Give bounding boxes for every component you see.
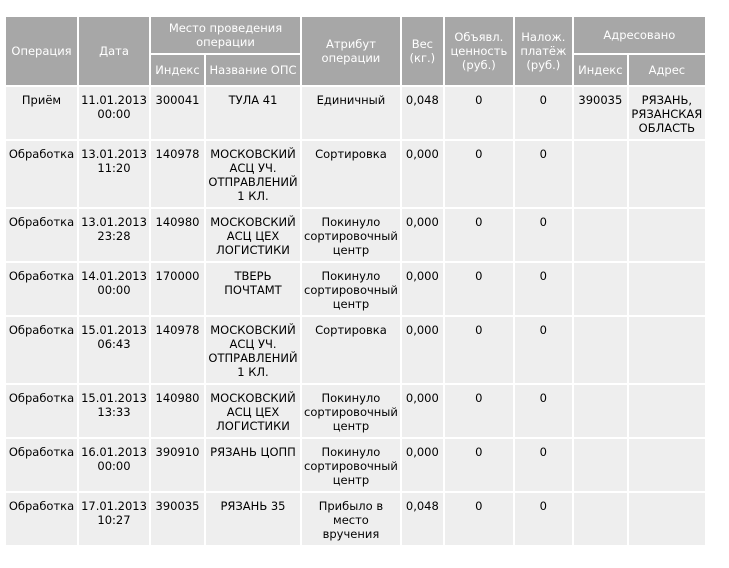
cell-attribute: Покинуло сортировочный центр xyxy=(302,209,400,261)
table-row xyxy=(6,263,705,315)
cell-addr-address xyxy=(629,317,705,383)
table-row xyxy=(6,493,705,545)
cell-operation: Обработка xyxy=(6,141,77,207)
cell-value: 0 xyxy=(445,87,513,139)
cell-date: 17.01.2013 10:27 xyxy=(79,493,149,545)
cell-addr-address xyxy=(629,439,705,491)
table-row xyxy=(6,141,705,207)
cell-value: 0 xyxy=(445,263,513,315)
cell-addr-index: 390035 xyxy=(574,87,627,139)
table-row xyxy=(6,87,705,139)
cell-index: 170000 xyxy=(151,263,204,315)
cell-operation: Обработка xyxy=(6,493,77,545)
header-place: Место проведения операции xyxy=(151,17,300,53)
header-addr-address: Адрес xyxy=(629,55,705,85)
cell-cod: 0 xyxy=(515,317,572,383)
cell-value: 0 xyxy=(445,141,513,207)
header-operation: Операция xyxy=(6,17,77,85)
cell-index: 140980 xyxy=(151,385,204,437)
cell-weight: 0,048 xyxy=(402,493,443,545)
cell-index: 140978 xyxy=(151,141,204,207)
cell-addr-address xyxy=(629,385,705,437)
cell-date: 13.01.2013 11:20 xyxy=(79,141,149,207)
cell-date: 15.01.2013 13:33 xyxy=(79,385,149,437)
cell-operation: Приём xyxy=(6,87,77,139)
cell-weight: 0,000 xyxy=(402,209,443,261)
cell-index: 140978 xyxy=(151,317,204,383)
cell-office: МОСКОВСКИЙ АСЦ ЦЕХ ЛОГИСТИКИ xyxy=(206,385,300,437)
cell-operation: Обработка xyxy=(6,209,77,261)
cell-weight: 0,000 xyxy=(402,141,443,207)
cell-date: 16.01.2013 00:00 xyxy=(79,439,149,491)
cell-weight: 0,048 xyxy=(402,87,443,139)
header-weight: Вес (кг.) xyxy=(402,17,443,85)
cell-operation: Обработка xyxy=(6,385,77,437)
cell-attribute: Покинуло сортировочный центр xyxy=(302,439,400,491)
cell-attribute: Единичный xyxy=(302,87,400,139)
cell-addr-address xyxy=(629,263,705,315)
cell-addr-address: РЯЗАНЬ, РЯЗАНСКАЯ ОБЛАСТЬ xyxy=(629,87,705,139)
cell-weight: 0,000 xyxy=(402,263,443,315)
header-office-name: Название ОПС xyxy=(206,55,300,85)
cell-office: МОСКОВСКИЙ АСЦ УЧ. ОТПРАВЛЕНИЙ 1 КЛ. xyxy=(206,141,300,207)
cell-date: 11.01.2013 00:00 xyxy=(79,87,149,139)
cell-office: ТУЛА 41 xyxy=(206,87,300,139)
header-attribute: Атрибут операции xyxy=(302,17,400,85)
cell-index: 390035 xyxy=(151,493,204,545)
cell-office: РЯЗАНЬ ЦОПП xyxy=(206,439,300,491)
cell-date: 15.01.2013 06:43 xyxy=(79,317,149,383)
cell-index: 140980 xyxy=(151,209,204,261)
cell-attribute: Сортировка xyxy=(302,141,400,207)
cell-index: 300041 xyxy=(151,87,204,139)
header-addr-index: Индекс xyxy=(574,55,627,85)
cell-addr-index xyxy=(574,317,627,383)
cell-addr-index xyxy=(574,493,627,545)
cell-attribute: Покинуло сортировочный центр xyxy=(302,385,400,437)
cell-attribute: Прибыло в место вручения xyxy=(302,493,400,545)
header-addressed: Адресовано xyxy=(574,17,705,53)
cell-addr-index xyxy=(574,439,627,491)
header-date: Дата xyxy=(79,17,149,85)
cell-cod: 0 xyxy=(515,209,572,261)
cell-value: 0 xyxy=(445,385,513,437)
cell-weight: 0,000 xyxy=(402,317,443,383)
cell-attribute: Сортировка xyxy=(302,317,400,383)
cell-office: МОСКОВСКИЙ АСЦ УЧ. ОТПРАВЛЕНИЙ 1 КЛ. xyxy=(206,317,300,383)
cell-operation: Обработка xyxy=(6,317,77,383)
cell-weight: 0,000 xyxy=(402,439,443,491)
cell-addr-index xyxy=(574,385,627,437)
cell-attribute: Покинуло сортировочный центр xyxy=(302,263,400,315)
cell-operation: Обработка xyxy=(6,263,77,315)
table-row xyxy=(6,439,705,491)
cell-cod: 0 xyxy=(515,493,572,545)
cell-value: 0 xyxy=(445,493,513,545)
cell-office: РЯЗАНЬ 35 xyxy=(206,493,300,545)
cell-index: 390910 xyxy=(151,439,204,491)
cell-weight: 0,000 xyxy=(402,385,443,437)
cell-addr-index xyxy=(574,263,627,315)
cell-date: 13.01.2013 23:28 xyxy=(79,209,149,261)
cell-value: 0 xyxy=(445,439,513,491)
cell-addr-address xyxy=(629,141,705,207)
table-row xyxy=(6,385,705,437)
cell-addr-index xyxy=(574,141,627,207)
cell-cod: 0 xyxy=(515,439,572,491)
cell-cod: 0 xyxy=(515,385,572,437)
cell-value: 0 xyxy=(445,317,513,383)
cell-addr-address xyxy=(629,493,705,545)
cell-office: ТВЕРЬ ПОЧТАМТ xyxy=(206,263,300,315)
tracking-table xyxy=(4,15,707,547)
header-declared-value: Объявл. ценность (руб.) xyxy=(445,17,513,85)
cell-cod: 0 xyxy=(515,141,572,207)
cell-cod: 0 xyxy=(515,263,572,315)
cell-addr-index xyxy=(574,209,627,261)
table-row xyxy=(6,209,705,261)
header-cod: Налож. платёж (руб.) xyxy=(515,17,572,85)
cell-operation: Обработка xyxy=(6,439,77,491)
cell-date: 14.01.2013 00:00 xyxy=(79,263,149,315)
cell-addr-address xyxy=(629,209,705,261)
cell-value: 0 xyxy=(445,209,513,261)
table-row xyxy=(6,317,705,383)
cell-office: МОСКОВСКИЙ АСЦ ЦЕХ ЛОГИСТИКИ xyxy=(206,209,300,261)
cell-cod: 0 xyxy=(515,87,572,139)
header-index: Индекс xyxy=(151,55,204,85)
